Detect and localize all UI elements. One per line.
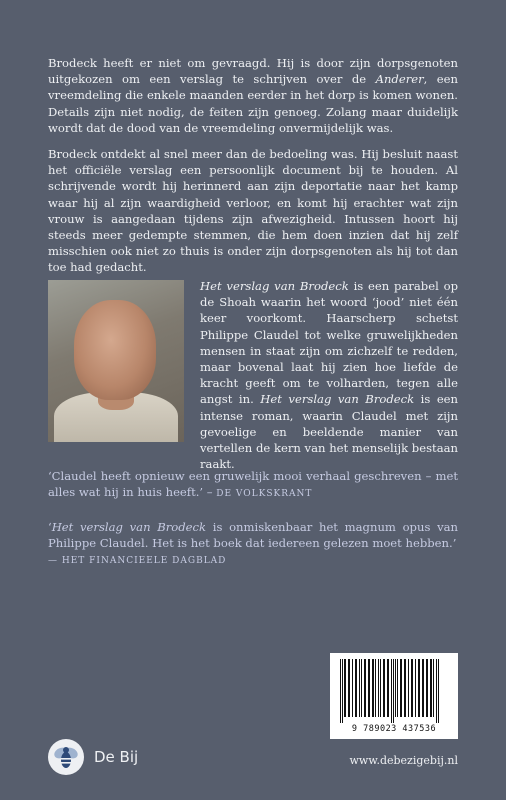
barcode-bar [391,659,392,723]
blurb-text: , een vreemdeling die enkele maanden eerder in het dorp is komen wonen. Details zijn niet nodig, de feiten zijn genoeg. Zolang maar duidelijk wordt dat de dood van de vreemdeling onvermijdelijk was. [48,72,458,135]
barcode-bar [344,659,346,717]
quote-source: DE VOLKSKRANT [216,489,313,500]
barcode-bar [368,659,370,717]
blurb-paragraph-3 [200,278,458,472]
barcode-bar [397,659,398,717]
barcode-bar [348,659,350,717]
barcode-bar [387,659,389,717]
barcode-bar [418,659,420,717]
barcode-bar [415,659,416,717]
author-photo [48,280,184,442]
barcode-bar [375,659,376,717]
bee-icon [48,739,84,775]
quote-text: is onmiskenbaar het magnum opus van Philippe Claudel. Het is het boek dat iedereen gelezen moet hebben.’ [48,520,458,551]
barcode-bar [430,659,432,717]
barcode-bar [340,659,341,723]
barcode-bar [364,659,366,717]
book-title-emphasis: Het verslag van Brodeck [200,279,349,293]
barcode-bar [426,659,428,717]
book-title-emphasis: Het verslag van Brodeck [260,392,415,407]
barcode-bar [411,659,413,717]
barcode-bar [372,659,374,717]
barcode-bar [404,659,406,717]
barcode-bar [380,659,381,717]
book-title-emphasis: Het verslag van Brodeck [51,520,207,534]
blurb-paragraph-1 [48,55,458,136]
blurb-text: is een parabel op de Shoah waarin het woord ‘jood’ niet één keer voorkomt. Haarscherp schetst Philippe Claudel tot welke gruwelijkheden mensen in staat zijn om zichzelf te redden, maar bovenal laat hij zien hoe liefde de kracht geeft om te volharden, tegen alle angst in. [200,279,458,407]
barcode-bar [361,659,362,717]
barcode-bar [400,659,402,717]
isbn-number: 9 789023 437536 [351,724,437,734]
publisher-logo [48,739,158,779]
publisher-name: De Bij [94,748,139,766]
quote-source: — HET FINANCIEELE DAGBLAD [48,556,227,567]
barcode-bar [359,659,360,717]
barcode-bar [342,659,343,723]
blurb-text: Brodeck heeft er niet om gevraagd. Hij is door zijn dorpsgenoten uitgekozen om een verslag te schrijven over de [48,56,458,87]
quote-open-mark: ‘ [48,520,52,534]
barcode-bar [395,659,396,717]
review-quote-volkskrant [48,468,458,502]
barcode [330,653,458,739]
review-quote-fd [48,519,458,570]
barcode-bar [436,659,437,723]
publisher-url[interactable]: www.debezigebij.nl [349,754,458,767]
barcode-bar [422,659,424,717]
barcode-bar [355,659,357,717]
blurb-text: is een intense roman, waarin Claudel met zijn gevoelige en beeldende manier van vertellen de kern van het menselijk bestaan raakt. [200,392,459,472]
blurb-emphasis: Anderer [375,72,424,87]
barcode-bar [378,659,379,717]
barcode-bar [352,659,353,717]
barcode-bar [408,659,409,717]
barcode-bar [433,659,434,717]
barcode-bar [438,659,439,723]
quote-text: ‘Claudel heeft opnieuw een gruwelijk mooi verhaal geschreven – met alles wat hij in huis heeft.’ – [48,469,458,500]
blurb-paragraph-2: Brodeck ontdekt al snel meer dan de bedoeling was. Hij besluit naast het officiële verslag een persoonlijk document bij te houden. Al schrijvende wordt hij herinnerd aan zijn deportatie naar het kamp waar hij al zijn waardigheid verloor, en komt hij erachter wat zijn vrouw is aangedaan tijdens zijn afwezigheid. Intussen hoort hij steeds meer gedempte stemmen, die hem doen inzien dat hij zelf misschien ook niet zo thuis is onder zijn dorpsgenoten als hij tot dan toe had gedacht. [48,147,458,275]
author-photo-head [74,300,156,400]
barcode-bar [383,659,385,717]
barcode-bar [393,659,394,723]
barcode-bars [338,659,450,723]
